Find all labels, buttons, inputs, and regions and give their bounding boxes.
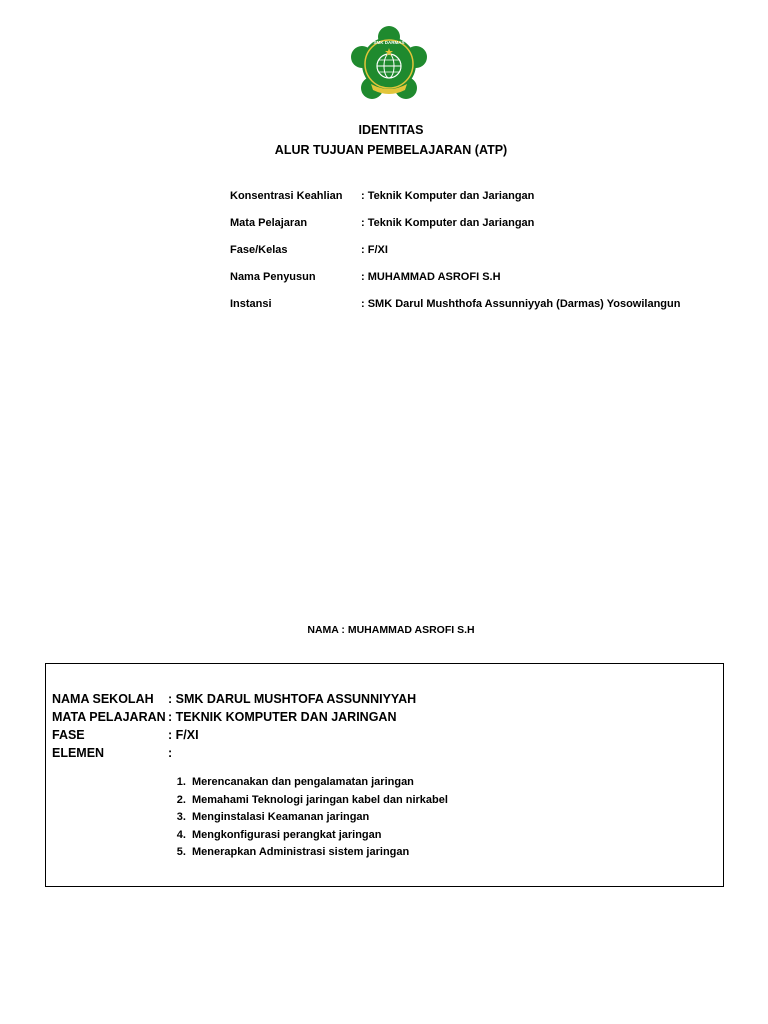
info-value: : TEKNIK KOMPUTER DAN JARINGAN <box>168 710 397 724</box>
list-item: 1. Merencanakan dan pengalamatan jaringan <box>189 774 448 792</box>
identity-label: Instansi <box>230 298 272 310</box>
info-label: FASE <box>52 728 85 742</box>
identity-label: Konsentrasi Keahlian <box>230 190 343 202</box>
logo-emblem-icon <box>351 26 427 99</box>
elemen-list <box>171 774 448 862</box>
info-label: NAMA SEKOLAH <box>52 692 154 706</box>
school-logo <box>349 24 429 104</box>
info-value: : F/XI <box>168 728 199 742</box>
info-value: : <box>168 746 173 760</box>
info-value: : SMK DARUL MUSHTOFA ASSUNNIYYAH <box>168 692 417 706</box>
identity-label: Nama Penyusun <box>230 271 316 283</box>
list-item: 2. Memahami Teknologi jaringan kabel dan nirkabel <box>189 792 448 810</box>
list-item: 4. Mengkonfigurasi perangkat jaringan <box>189 827 448 845</box>
identity-label: Mata Pelajaran <box>230 217 308 229</box>
identity-label: Fase/Kelas <box>230 244 288 256</box>
identity-value: : SMK Darul Mushthofa Assunniyyah (Darmas) Yosowilangun <box>361 298 681 310</box>
heading-identitas: IDENTITAS <box>358 123 424 137</box>
identity-value: : Teknik Komputer dan Jariangan <box>361 217 535 229</box>
heading-atp: ALUR TUJUAN PEMBELAJARAN (ATP) <box>274 143 508 157</box>
identity-value: : MUHAMMAD ASROFI S.H <box>361 271 501 283</box>
identity-value: : F/XI <box>361 244 388 256</box>
info-label: ELEMEN <box>52 746 105 760</box>
logo-text: SMK DARMAS <box>373 40 405 45</box>
info-label: MATA PELAJARAN <box>52 710 166 724</box>
list-item: 5. Menerapkan Administrasi sistem jaringan <box>189 844 448 862</box>
identity-value: : Teknik Komputer dan Jariangan <box>361 190 535 202</box>
list-item: 3. Menginstalasi Keamanan jaringan <box>189 809 448 827</box>
school-info-box <box>45 663 724 887</box>
author-name-line: NAMA : MUHAMMAD ASROFI S.H <box>307 624 475 636</box>
